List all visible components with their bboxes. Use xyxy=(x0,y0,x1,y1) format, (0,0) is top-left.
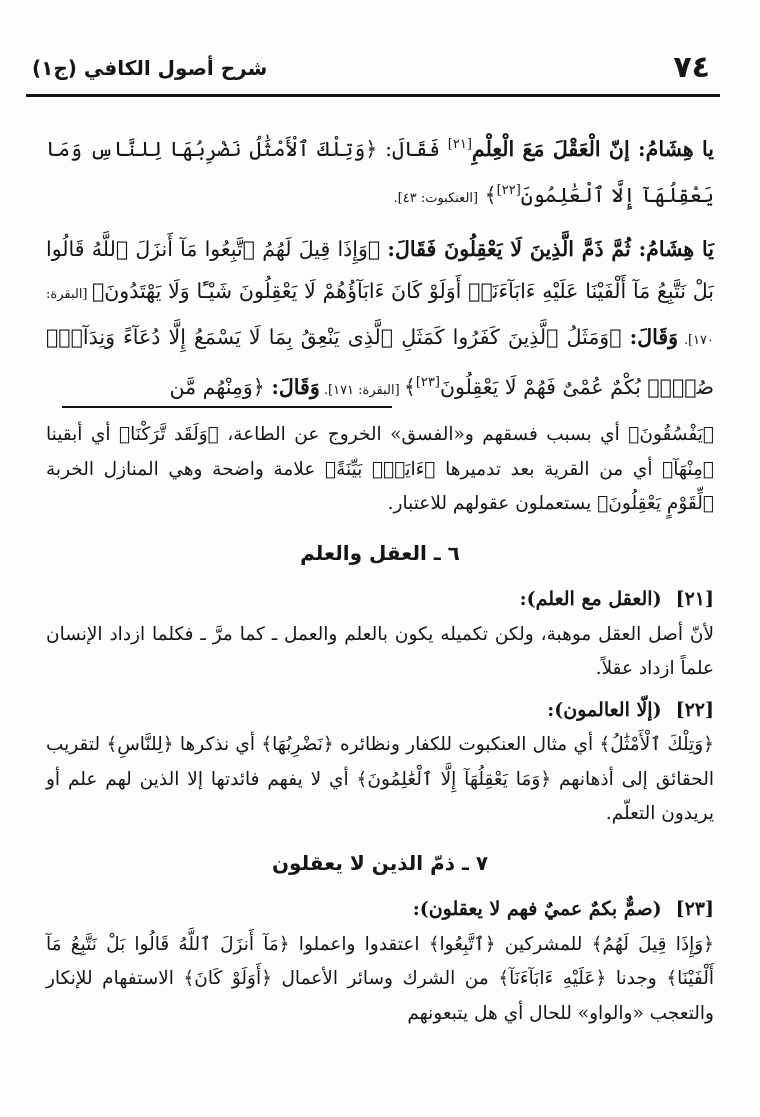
verse-close: ﴾ xyxy=(403,374,416,399)
note-heading: (العقل مع العلم): xyxy=(519,588,662,610)
note-body: لأنّ أصل العقل موهبة، ولكن تكميله يكون بالعلم والعمل ـ كما مرَّ ـ فكلما ازداد الإنسان علماً ازداد عقلاً. xyxy=(46,623,714,679)
note-22 xyxy=(46,693,714,832)
footnote-marker: [٢٢] xyxy=(496,182,521,198)
section-title: ٦ ـ العقل والعلم xyxy=(300,540,460,565)
note-body: ﴿وَإِذَا قِيلَ لَهُمُ﴾ للمشركين ﴿ٱتَّبِعُوا﴾ اعتقدوا واعملوا ﴿مَآ أَنزَلَ ٱللَّهُ قَالُوا بَلْ نَتَّبِعُ مَآ أَلْفَيْنَا﴾ وجدنا ﴿عَلَيْهِ ءَابَآءَنَآ﴾ من الشرك وسائر الأعمال ﴿أَوَلَوْ كَانَ﴾ الاستفهام للإنكار والتعجب «والواو» للحال أي هل يتبعونهم xyxy=(46,933,714,1024)
quran-verse: ﴿وَإِذَا قِيلَ لَهُمُ ٱتَّبِعُوا مَآ أَنزَلَ ٱللَّهُ قَالُوا بَلْ نَتَّبِعُ مَآ أَلْفَيْنَا عَلَيْهِ ءَابَآءَنَآۗ أَوَلَوْ كَانَ ءَابَآؤُهُمْ لَا يَعْقِلُونَ شَيْـًٔا وَلَا يَهْتَدُونَ﴾ xyxy=(46,236,714,303)
hadith-lead: يا هِشَامُ: إنّ الْعَقْلَ مَعَ الْعِلْمِ xyxy=(471,136,714,161)
verse-reference: [البقرة: ١٧١]. xyxy=(319,382,404,398)
hadith-lead: يَا هِشَامُ: ثُمَّ ذَمَّ الَّذِينَ لَا يَعْقِلُونَ فَقَالَ: xyxy=(387,236,714,261)
verse-reference: [البقرة: ١٧٠]. xyxy=(46,286,714,348)
running-title: شرح أصول الكافي (ج١) xyxy=(32,56,268,80)
quran-verse: ﴿وَمِنْهُم مَّن xyxy=(169,374,272,399)
commentary xyxy=(46,418,714,1037)
said-label: وَقَالَ: xyxy=(271,374,320,399)
note-21 xyxy=(46,582,714,687)
note-number: [٢١] xyxy=(675,588,714,610)
quran-verse: فَقَالَ: ﴿وَتِلْكَ ٱلْأَمْثَٰلُ نَضْرِبُهَا لِلنَّاسِ وَمَا يَعْقِلُهَآ إِلَّا ٱلْعَٰلِمُونَ xyxy=(46,136,714,207)
note-body: ﴿وَتِلْكَ ٱلْأَمْثَٰلُ﴾ أي مثال العنكبوت للكفار ونظائره ﴿نَضْرِبُهَا﴾ أي نذكرها ﴿لِلنَّاسِ﴾ لتقريب الحقائق إلى أذهانهم ﴿وَمَا يَعْقِلُهَآ إِلَّا ٱلْعَٰلِمُونَ﴾ أي لا يفهم فائدتها إلا الذين لهم علم أو يريدون التعلّم. xyxy=(46,734,714,824)
note-heading: (صمٌّ بكمٌ عميٌ فهم لا يعقلون): xyxy=(412,898,662,920)
note-heading: (إلّا العالمون): xyxy=(547,698,662,721)
note-23 xyxy=(46,892,714,1031)
hadith-paragraph-1 xyxy=(46,124,714,220)
commentary-intro: ﴿يَفْسُقُونَ﴾ أي بسبب فسقهم و«الفسق» الخروج عن الطاعة، ﴿وَلَقَد تَّرَكْنَا﴾ أي أبقينا ﴿مِنْهَآ﴾ أي من القرية بعد تدميرها ﴿ءَايَةًۢ بَيِّنَةً﴾ علامة واضحة وهي المنازل الخربة ﴿لِّقَوْمٍ يَعْقِلُونَ﴾ يستعملون عقولهم للاعتبار. xyxy=(46,424,714,514)
said-label: وَقَالَ: xyxy=(629,324,679,349)
page-header xyxy=(26,50,720,97)
verse-close: ﴾ xyxy=(484,182,497,207)
footnote-marker: [٢٣] xyxy=(415,374,440,390)
section-title: ٧ ـ ذمّ الذين لا يعقلون xyxy=(271,850,489,875)
main-text xyxy=(46,124,714,419)
quran-verse: ﴿وَمَثَلُ ٱلَّذِينَ كَفَرُوا كَمَثَلِ ٱلَّذِى يَنْعِقُ بِمَا لَا يَسْمَعُ إِلَّا دُعَآءً وَنِدَآءًۚ صُمٌّۢ بُكْمٌ عُمْىٌ فَهُمْ لَا يَعْقِلُونَ xyxy=(46,324,714,399)
page-number: ٧٤ xyxy=(673,50,710,85)
verse-reference: [العنكبوت: ٤٣]. xyxy=(393,190,479,206)
hadith-paragraph-2 xyxy=(46,228,714,412)
note-number: [٢٣] xyxy=(675,898,714,920)
note-number: [٢٢] xyxy=(675,698,714,721)
footnote-divider xyxy=(62,406,392,408)
footnote-marker: [٢١] xyxy=(447,137,472,152)
